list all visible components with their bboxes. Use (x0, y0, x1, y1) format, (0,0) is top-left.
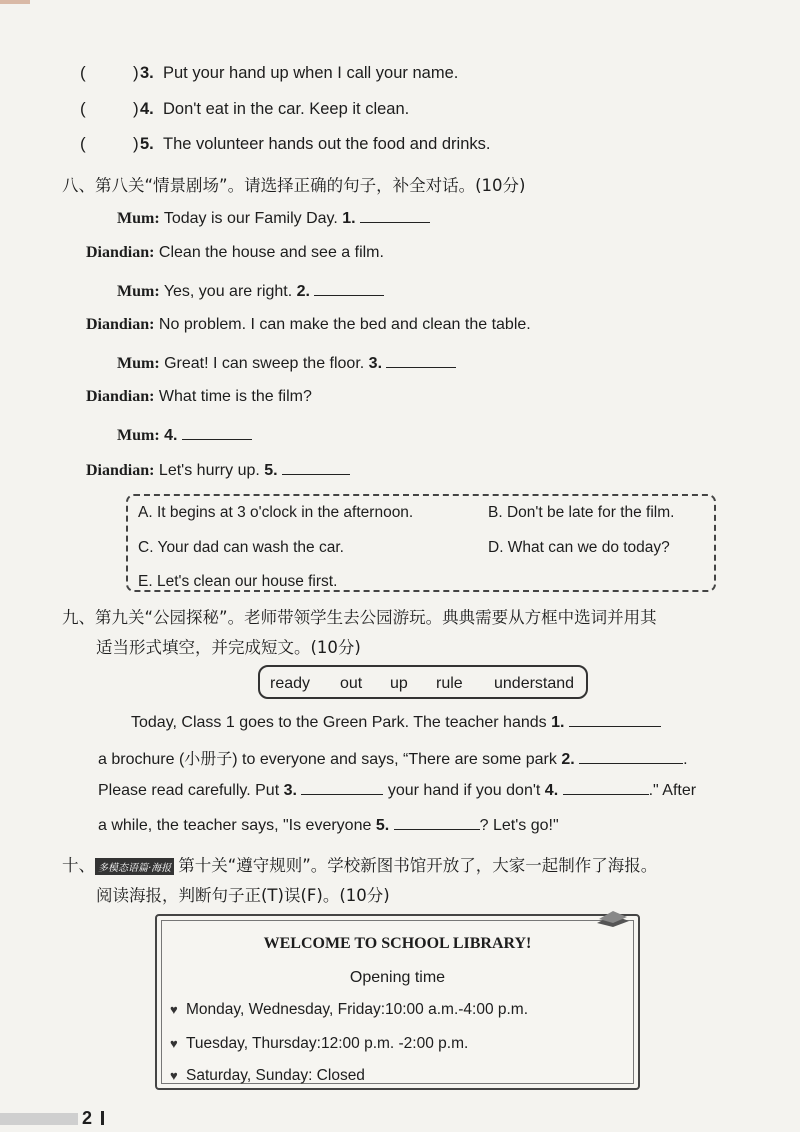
item-text: Put your hand up when I call your name. (163, 64, 459, 82)
answer-paren-open[interactable]: ( (80, 134, 86, 153)
word-out: out (340, 675, 363, 692)
word-up: up (390, 675, 408, 692)
option-b: B. Don't be late for the film. (488, 504, 675, 521)
speaker: Diandian: (86, 388, 155, 405)
passage-text: your hand if you don't (387, 782, 541, 799)
dialog-line (117, 353, 456, 373)
dialog-text: Clean the house and see a film. (158, 244, 384, 261)
speaker: Diandian: (86, 244, 155, 261)
heart-icon: ♥ (170, 1036, 178, 1051)
poster-row-text: Saturday, Sunday: Closed (186, 1067, 365, 1084)
word-rule: rule (436, 675, 463, 692)
answer-blank[interactable] (394, 815, 480, 830)
blank-number: 4. (544, 782, 559, 799)
multimodal-tag: 多模态语篇·海报 (95, 858, 174, 875)
options-box (126, 494, 716, 592)
item-text: Don't eat in the car. Keep it clean. (163, 100, 410, 118)
blank-number: 1. (342, 210, 356, 227)
speaker: Mum: (117, 355, 160, 372)
dialog-line (86, 460, 350, 480)
dialog-line (117, 281, 384, 301)
heart-icon: ♥ (170, 1002, 178, 1017)
dialog-text: What time is the film? (158, 388, 312, 405)
answer-paren-open[interactable]: ( (80, 63, 86, 82)
answer-paren-open[interactable]: ( (80, 99, 86, 118)
option-a: A. It begins at 3 o'clock in the afternoon. (138, 504, 414, 521)
item-number: 4. (140, 100, 154, 118)
page-number: 2 (82, 1108, 93, 1128)
passage-line (98, 746, 688, 769)
item-number: 3. (140, 64, 154, 82)
poster-frame (161, 920, 634, 1084)
page-tick (101, 1111, 104, 1125)
answer-blank[interactable] (301, 780, 383, 795)
passage-line (98, 780, 696, 800)
blank-number: 5. (264, 462, 278, 479)
passage-text: a brochure (小册子) to everyone and says, “There are some park (98, 751, 557, 768)
book-icon (593, 907, 633, 929)
passage-line (98, 815, 559, 835)
speaker: Mum: (117, 427, 160, 444)
answer-paren-close: ) (133, 99, 139, 118)
option-e: E. Let's clean our house first. (138, 573, 338, 590)
footer-bar (0, 1113, 78, 1125)
answer-blank[interactable] (563, 780, 649, 795)
answer-blank[interactable] (314, 281, 384, 296)
word-bank (258, 665, 588, 699)
dialog-text: Yes, you are right. (163, 283, 293, 300)
section-8-title: 八、第八关“情景剧场”。请选择正确的句子，补全对话。(10分) (62, 176, 526, 195)
poster-row (170, 1035, 468, 1053)
blank-number: 1. (551, 714, 565, 731)
dialog-text: Today is our Family Day. (163, 210, 338, 227)
speaker: Diandian: (86, 462, 155, 479)
dialog-line (86, 388, 312, 406)
passage-text: Today, Class 1 goes to the Green Park. The teacher hands (131, 714, 547, 731)
passage-text: . (683, 751, 688, 768)
answer-blank[interactable] (579, 749, 683, 764)
poster-row-text: Tuesday, Thursday:12:00 p.m. -2:00 p.m. (186, 1035, 469, 1052)
word-ready: ready (270, 675, 311, 692)
blank-number: 3. (368, 355, 383, 372)
option-c: C. Your dad can wash the car. (138, 539, 344, 556)
answer-blank[interactable] (282, 460, 350, 475)
word-understand: understand (494, 675, 575, 692)
speaker: Diandian: (86, 316, 155, 333)
section-10-title (62, 852, 657, 876)
library-poster (155, 914, 640, 1090)
blank-number: 2. (296, 283, 310, 300)
dialog-text: No problem. I can make the bed and clean the table. (158, 316, 531, 333)
poster-row (170, 1067, 365, 1085)
speaker: Mum: (117, 283, 160, 300)
answer-paren-close: ) (133, 134, 139, 153)
poster-title: WELCOME TO SCHOOL LIBRARY! (263, 935, 532, 952)
poster-row (170, 1001, 528, 1019)
speaker: Mum: (117, 210, 160, 227)
passage-line (131, 712, 661, 732)
dialog-text: Great! I can sweep the floor. (164, 355, 365, 372)
answer-blank[interactable] (569, 712, 661, 727)
passage-text: ? Let's go!" (479, 817, 559, 834)
answer-blank[interactable] (182, 425, 252, 440)
poster-subtitle: Opening time (349, 969, 446, 986)
answer-paren-close: ) (133, 63, 139, 82)
section-10-title-cont: 阅读海报，判断句子正(T)误(F)。(10分) (96, 886, 390, 905)
top-edge-mark (0, 0, 30, 4)
blank-number: 4. (164, 427, 178, 444)
dialog-text: Let's hurry up. (158, 462, 260, 479)
heart-icon: ♥ (170, 1068, 178, 1083)
answer-blank[interactable] (386, 353, 456, 368)
blank-number: 5. (375, 817, 390, 834)
dialog-line (86, 316, 531, 334)
section-9-title-cont: 适当形式填空，并完成短文。(10分) (96, 638, 361, 657)
item-text: The volunteer hands out the food and drinks. (163, 135, 491, 153)
section-10-prefix: 十、 (62, 856, 95, 875)
blank-number: 3. (283, 782, 297, 799)
answer-blank[interactable] (360, 208, 430, 223)
passage-text: a while, the teacher says, "Is everyone (98, 817, 372, 834)
blank-number: 2. (561, 751, 575, 768)
section-10-title-text: 第十关“遵守规则”。学校新图书馆开放了，大家一起制作了海报。 (178, 856, 658, 875)
passage-text: Please read carefully. Put (98, 782, 280, 799)
dialog-line (117, 425, 252, 445)
dialog-line (86, 244, 384, 262)
poster-row-text: Monday, Wednesday, Friday:10:00 a.m.-4:00 p.m. (186, 1001, 529, 1018)
section-9-title: 九、第九关“公园探秘”。老师带领学生去公园游玩。典典需要从方框中选词并用其 (62, 608, 657, 627)
item-number: 5. (140, 135, 154, 153)
option-d: D. What can we do today? (488, 539, 670, 556)
dialog-line (117, 208, 430, 228)
passage-text: ." After (648, 782, 697, 799)
